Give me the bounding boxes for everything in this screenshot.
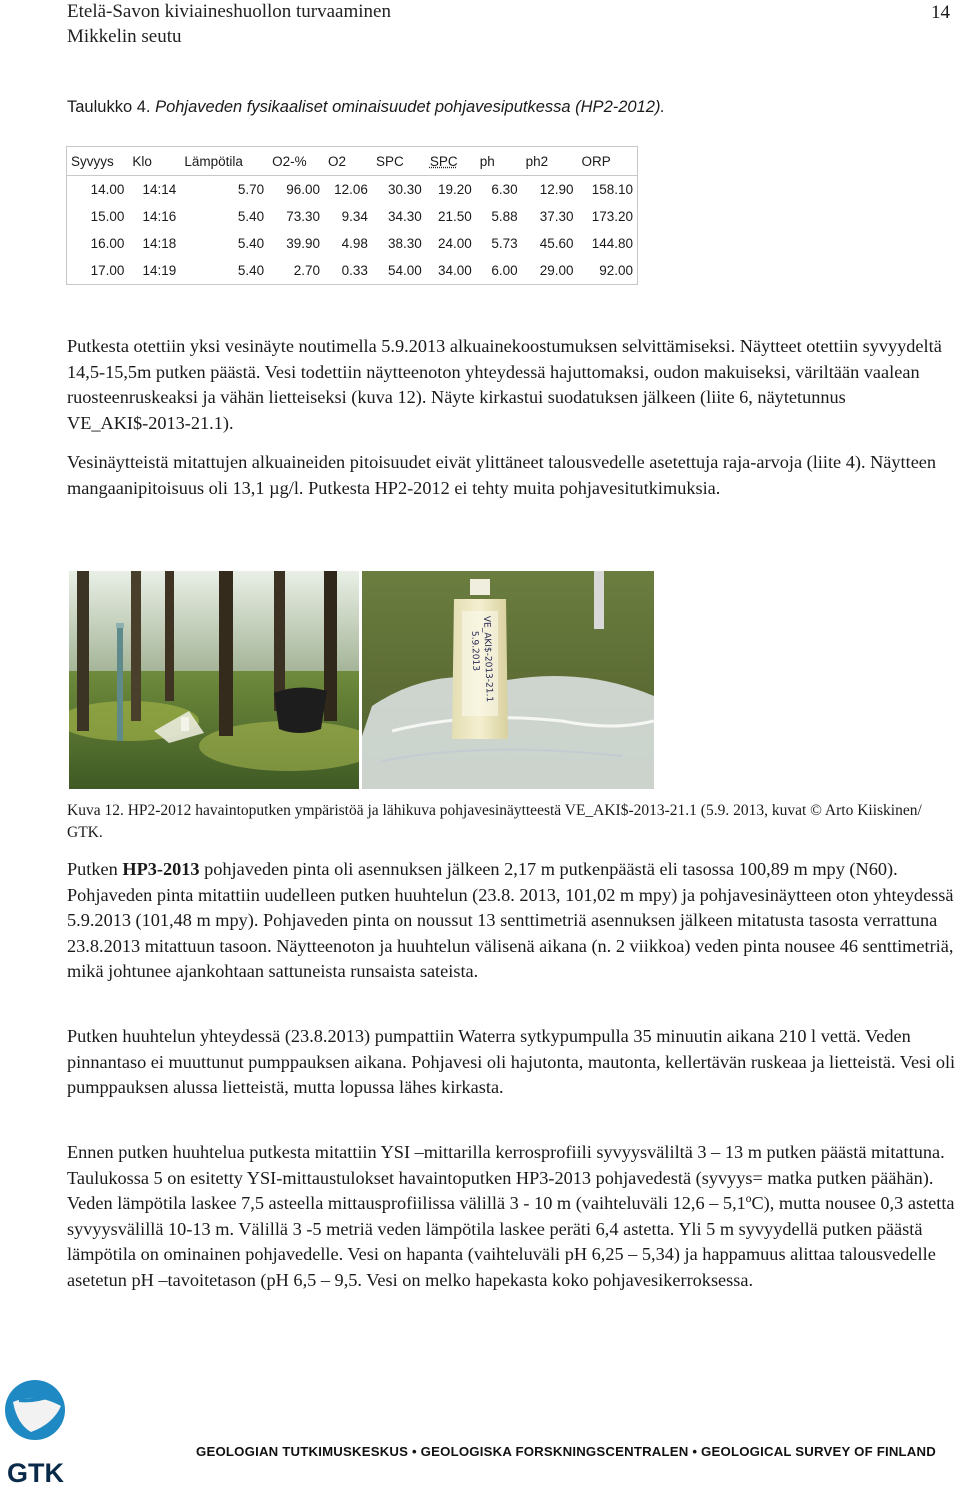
table-cell: 29.00: [539, 263, 574, 278]
col-header: SPC: [372, 147, 426, 176]
table-cell: 34.00: [437, 263, 472, 278]
paragraph-sample-results: Vesinäytteistä mitattujen alkuaineiden pitoisuudet eivät ylittäneet talousvedelle asetettuja raja-arvoja (liite 4). Näytteen mangaanipitoisuus oli 13,1 µg/l. Putkesta HP2-2012 ei tehty muita pohjavesitutkimuksia.: [67, 452, 937, 498]
table-row: [67, 257, 638, 285]
table-cell: 12.06: [334, 182, 368, 197]
groundwater-properties-table: [66, 146, 638, 285]
paragraph-hp3-body: pohjaveden pinta oli asennuksen jälkeen 2,17 m putkenpäästä eli tasossa 100,89 m mpy (N60). Pohjaveden pinta mitattiin uudelleen putken huuhtelun (23.8. 2013, 101,02 m mpy) ja pohjavesinäytteen oton yhteydessä 5.9.2013 (101,48 m mpy). Pohjaveden pinta on noussut 13 senttimetriä asennuksen jälkeen mitatusta tasosta verrattuna 23.8.2013 mitattuun tasoon. Näytteenoton ja huuhtelun välisenä aikana (n. 2 viikkoa) veden pinta nousee 46 senttimetriä, mikä johtunee ajankohtaan sattuneista runsaista sateista.: [67, 859, 954, 981]
footer-organization: GEOLOGIAN TUTKIMUSKESKUS • GEOLOGISKA FORSKNINGSCENTRALEN • GEOLOGICAL SURVEY OF FINLAND: [196, 1444, 936, 1459]
table-cell: 15.00: [90, 209, 125, 224]
gtk-logo: [5, 1372, 69, 1492]
col-header: ph: [476, 147, 522, 176]
table-cell: 92.00: [599, 263, 633, 278]
table-cell: 17.00: [90, 263, 125, 278]
table-cell: 5.73: [491, 236, 518, 251]
table-header-row: [67, 147, 638, 176]
table-cell: 6.00: [491, 263, 518, 278]
bottle-label-line1: VE_AKI$-2013-21.1: [481, 615, 495, 703]
table-cell: 6.30: [491, 182, 518, 197]
table-cell: 14:16: [142, 209, 177, 224]
col-header: O2-%: [268, 147, 324, 176]
running-header-title: Etelä-Savon kiviaineshuollon turvaaminen: [67, 1, 391, 22]
table-cell: 30.30: [388, 182, 422, 197]
col-header: Lämpötila: [180, 147, 268, 176]
table-cell: 14:18: [142, 236, 177, 251]
bottle-label-line2: 5.9.2013: [469, 630, 481, 672]
table-cell: 24.00: [437, 236, 472, 251]
paragraph-ysi-profile: Ennen putken huuhtelua putkesta mitattiin YSI –mittarilla kerrosprofiili syvyysväliltä 3 – 13 m putken päästä mitattuna. Taulukossa 5 on esitetty YSI-mittaustulokset havaintoputken HP3-2013 pohjavedestä (syvyys= matka putken päähän). Veden lämpötila laskee 7,5 asteella mittausprofiilissa välillä 3 - 10 m (vaihteluväli 12,6 – 5,1ºC), mutta nousee 0,3 astetta syvyysvälillä 10-13 m. Välillä 3 -5 metriä veden lämpötila laskee peräti 6,4 astetta. Yli 5 m syvyydellä putken päästä lämpötila on ominainen pohjavedelle. Vesi on hapanta (vaihteluväli pH 6,25 – 5,34) ja happamuus alittaa talousvedelle asetetun pH –tavoitetason (pH 6,5 – 9,5. Vesi on melko hapekasta koko pohjavesikerroksessa.: [67, 1142, 955, 1290]
figure-caption: Kuva 12. HP2-2012 havaintoputken ympäristöä ja lähikuva pohjavesinäytteestä VE_AKI$-2013-21.1 (5.9. 2013, kuvat © Arto Kiiskinen/ GTK.: [67, 802, 922, 841]
table-cell: 45.60: [539, 236, 574, 251]
table-cell: 5.40: [237, 263, 265, 278]
table-cell: 5.88: [491, 209, 518, 224]
table-cell: 12.90: [539, 182, 574, 197]
table-caption: [67, 98, 665, 117]
table-row: [67, 203, 638, 230]
page-number: 14: [931, 2, 950, 23]
col-header: SPC: [426, 147, 476, 176]
table-cell: 5.40: [237, 209, 265, 224]
table-cell: 39.90: [286, 236, 321, 251]
photo-observation-well-surroundings: [69, 571, 359, 789]
table-row: [67, 230, 638, 257]
col-header: O2: [324, 147, 372, 176]
running-header-subtitle: Mikkelin seutu: [67, 26, 182, 47]
table-cell: 54.00: [388, 263, 422, 278]
table-cell: 9.34: [341, 209, 368, 224]
photo-groundwater-sample-bottle: [362, 571, 654, 789]
table-cell: 34.30: [388, 209, 422, 224]
table-row: [67, 176, 638, 204]
table-cell: 14:19: [142, 263, 177, 278]
table-cell: 37.30: [539, 209, 574, 224]
table-cell: 14:14: [142, 182, 177, 197]
table-cell: 73.30: [286, 209, 321, 224]
table-cell: 0.33: [341, 263, 368, 278]
table-cell: 21.50: [437, 209, 472, 224]
table-caption-label: Taulukko 4.: [67, 98, 151, 116]
table-cell: 2.70: [293, 263, 321, 278]
table-cell: 16.00: [90, 236, 125, 251]
table-cell: 19.20: [437, 182, 472, 197]
table-cell: 38.30: [388, 236, 422, 251]
table-cell: 173.20: [591, 209, 633, 224]
col-header: ORP: [578, 147, 638, 176]
table-cell: 96.00: [286, 182, 321, 197]
table-cell: 144.80: [591, 236, 633, 251]
paragraph-sample-description: Putkesta otettiin yksi vesinäyte noutimella 5.9.2013 alkuainekoostumuksen selvittämiseksi. Näytteet otettiin syvyydeltä 14,5-15,5m putken päästä. Vesi todettiin näytteenoton yhteydessä hajuttomaksi, oudon makuiseksi, väriltään vaalean ruosteenruskeaksi ja vähän lietteiseksi (kuva 12). Näyte kirkastui suodatuksen jälkeen (liite 6, näytetunnus VE_AKI$-2013-21.1).: [67, 336, 942, 433]
well-id-hp3: HP3-2013: [122, 859, 200, 879]
paragraph-hp3-intro: Putken: [67, 859, 123, 879]
table-cell: 4.98: [341, 236, 368, 251]
table-cell: 5.70: [237, 182, 265, 197]
col-header: Syvyys: [67, 147, 129, 176]
col-header: ph2: [522, 147, 578, 176]
table-cell: 5.40: [237, 236, 265, 251]
gtk-logo-text: GTK: [7, 1458, 64, 1488]
table-cell: 14.00: [90, 182, 125, 197]
col-header: Klo: [128, 147, 180, 176]
paragraph-hp3-water-level: [67, 857, 957, 985]
table-caption-text: Pohjaveden fysikaaliset ominaisuudet pohjavesiputkessa (HP2-2012).: [155, 98, 666, 116]
table-cell: 158.10: [591, 182, 633, 197]
paragraph-flushing: Putken huuhtelun yhteydessä (23.8.2013) pumpattiin Waterra sytkypumpulla 35 minuutin aikana 210 l vettä. Veden pinnantaso ei muuttunut pumppauksen aikana. Pohjavesi oli hajutonta, mautonta, kellertävän ruskeaa ja lietteistä. Vesi oli pumppauksen alussa lietteistä, mutta lopussa lähes kirkasta.: [67, 1026, 956, 1097]
